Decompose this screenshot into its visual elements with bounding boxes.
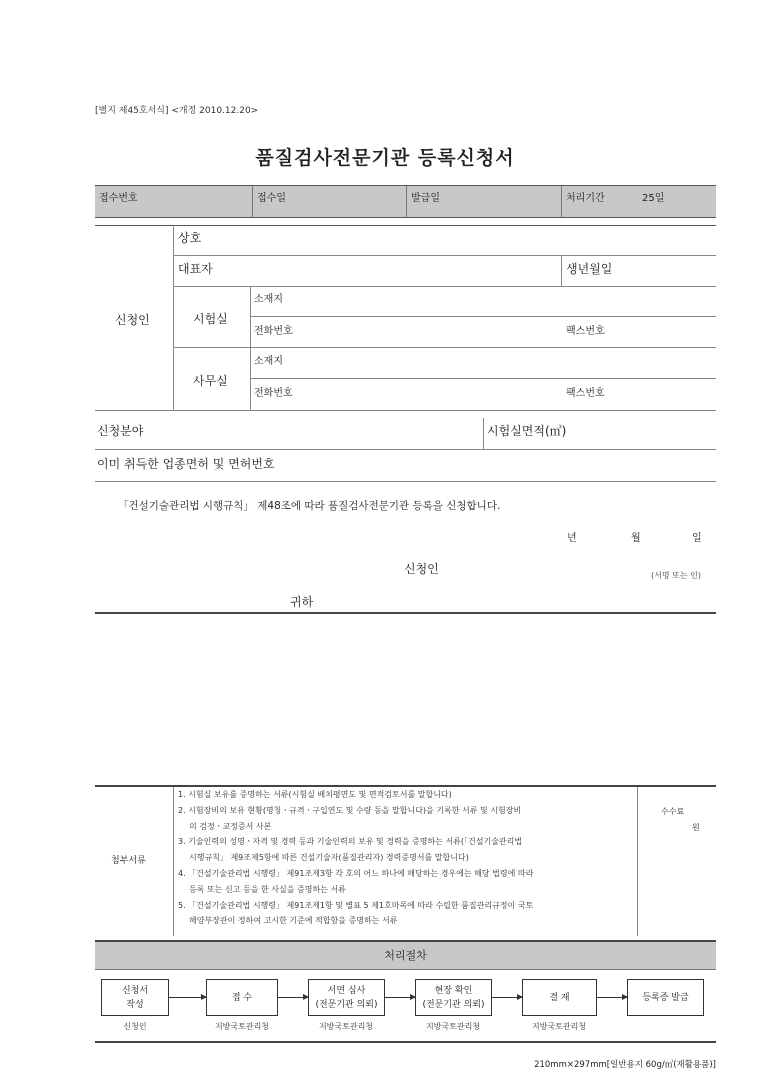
step-owner: 지방국토관리청 <box>214 1022 270 1031</box>
step-line: 접 수 <box>231 992 253 1003</box>
attachment-item: 2. 시험장비의 보유 현황(명칭ㆍ규격ㆍ구입연도 및 수량 등을 말합니다)을 기록한 서류 및 시험장비 <box>178 805 522 815</box>
receipt-number-cell: 접수번호 <box>95 186 253 217</box>
step-owner: 지방국토관리청 <box>318 1022 374 1031</box>
step-site-check <box>415 979 492 1016</box>
attachment-item: 시행규칙」 제9조제5항에 따른 건설기술자(품질관리자) 경력증명서를 말합니다) <box>189 853 469 863</box>
date-year[interactable]: 년 <box>567 533 577 544</box>
procedure-title: 처리절차 <box>95 940 716 970</box>
fee-unit[interactable]: 원 <box>692 823 700 832</box>
lab-label: 시험실 <box>193 312 228 326</box>
divider <box>173 787 174 936</box>
arrow-icon <box>278 997 308 998</box>
section-top-line <box>95 225 716 226</box>
period-label: 처리기간 <box>566 193 605 204</box>
step-owner: 지방국토관리청 <box>531 1022 587 1031</box>
step-line: (전문기관 의뢰) <box>422 999 485 1010</box>
fee-label: 수수료 <box>661 807 685 816</box>
form-number: [별지 제45호서식] <개정 2010.12.20> <box>95 106 259 116</box>
section-bottom-line <box>95 612 716 614</box>
step-receipt <box>206 979 278 1016</box>
applicant-label: 신청인 <box>115 313 150 327</box>
arrow-icon <box>492 997 522 998</box>
step-owner: 신청인 <box>123 1022 147 1031</box>
step-line: (전문기관 의뢰) <box>315 999 378 1010</box>
divider <box>250 378 716 379</box>
step-application <box>101 979 169 1016</box>
divider <box>173 286 716 287</box>
attachment-item: 4. 「건설기술관리법 시행령」 제91조제3항 각 호의 어느 하나에 해당하는 경우에는 해당 법령에 따라 <box>178 868 534 878</box>
statement-text: 「건설기술관리법 시행규칙」 제48조에 따라 품질검사전문기관 등록을 신청합니다. <box>118 500 501 512</box>
signature-applicant: 신청인 <box>404 562 439 576</box>
step-approval <box>522 979 597 1016</box>
step-line: 등록증 발급 <box>642 992 689 1003</box>
step-line: 신청서 <box>121 985 149 996</box>
page-title: 품질검사전문기관 등록신청서 <box>255 147 515 169</box>
divider <box>95 481 716 482</box>
divider <box>173 255 716 256</box>
office-phone-label[interactable]: 전화번호 <box>254 388 293 399</box>
step-line: 작성 <box>126 999 144 1010</box>
divider <box>561 255 562 286</box>
divider <box>95 449 716 450</box>
arrow-icon <box>169 997 206 998</box>
attachments-label: 첨부서류 <box>111 856 146 866</box>
arrow-icon <box>597 997 627 998</box>
receipt-bar <box>95 185 716 218</box>
procedure-bottom-line <box>95 1041 716 1043</box>
date-month[interactable]: 월 <box>631 533 641 544</box>
attachment-item: 의 검정ㆍ교정증서 사본 <box>189 821 272 831</box>
step-line: 서면 심사 <box>327 985 366 996</box>
signature-sign[interactable]: (서명 또는 인) <box>651 571 701 580</box>
birth-label[interactable]: 생년월일 <box>566 262 613 276</box>
step-issue <box>627 979 704 1016</box>
divider <box>173 225 174 410</box>
period-value: 25일 <box>642 193 665 204</box>
lab-address-label[interactable]: 소재지 <box>254 294 283 305</box>
step-line: 결 재 <box>549 992 570 1003</box>
office-address-label[interactable]: 소재지 <box>254 356 283 367</box>
attachment-item: 5. 「건설기술관리법 시행령」 제91조제1항 및 별표 5 제1호마목에 따라 수립한 품질관리규정이 국토 <box>178 900 534 910</box>
apply-field-label[interactable]: 신청분야 <box>97 424 144 438</box>
divider <box>637 787 638 936</box>
receipt-date-cell: 접수일 <box>253 186 407 217</box>
divider <box>250 316 716 317</box>
lab-fax-label[interactable]: 팩스번호 <box>566 326 605 337</box>
representative-label[interactable]: 대표자 <box>178 262 213 276</box>
attachment-item: 3. 기술인력의 성명ㆍ자격 및 경력 등과 기술인력의 보유 및 경력을 증명하는 서류(「건설기술관리법 <box>178 837 523 847</box>
issue-date-cell: 발급일 <box>407 186 562 217</box>
office-label: 사무실 <box>193 374 228 388</box>
signature-to: 귀하 <box>290 595 314 609</box>
lab-phone-label[interactable]: 전화번호 <box>254 326 293 337</box>
attachment-item: 등록 또는 신고 등을 한 사실을 증명하는 서류 <box>189 884 346 894</box>
divider <box>250 286 251 410</box>
license-label[interactable]: 이미 취득한 업종면허 및 면허번호 <box>97 457 275 471</box>
divider <box>483 418 484 449</box>
attachments-list <box>178 787 634 929</box>
lab-area-label[interactable]: 시험실면적(㎡) <box>487 424 567 438</box>
step-line: 현장 확인 <box>434 985 473 996</box>
step-owner: 지방국토관리청 <box>425 1022 481 1031</box>
arrow-icon <box>385 997 415 998</box>
office-fax-label[interactable]: 팩스번호 <box>566 388 605 399</box>
step-document-review <box>308 979 385 1016</box>
divider <box>95 410 716 411</box>
attachment-item: 1. 시험실 보유를 증명하는 서류(시험실 배치평면도 및 면적검토서를 말합니다) <box>178 790 452 799</box>
divider <box>173 347 716 348</box>
date-day[interactable]: 일 <box>692 533 702 544</box>
period-cell <box>562 186 716 217</box>
attachment-item: 해양부장관이 정하여 고시한 기준에 적합함을 증명하는 서류 <box>189 916 398 926</box>
paper-spec: 210mm×297mm[일반용지 60g/㎡(재활용품)] <box>534 1060 716 1070</box>
company-label[interactable]: 상호 <box>178 231 202 245</box>
